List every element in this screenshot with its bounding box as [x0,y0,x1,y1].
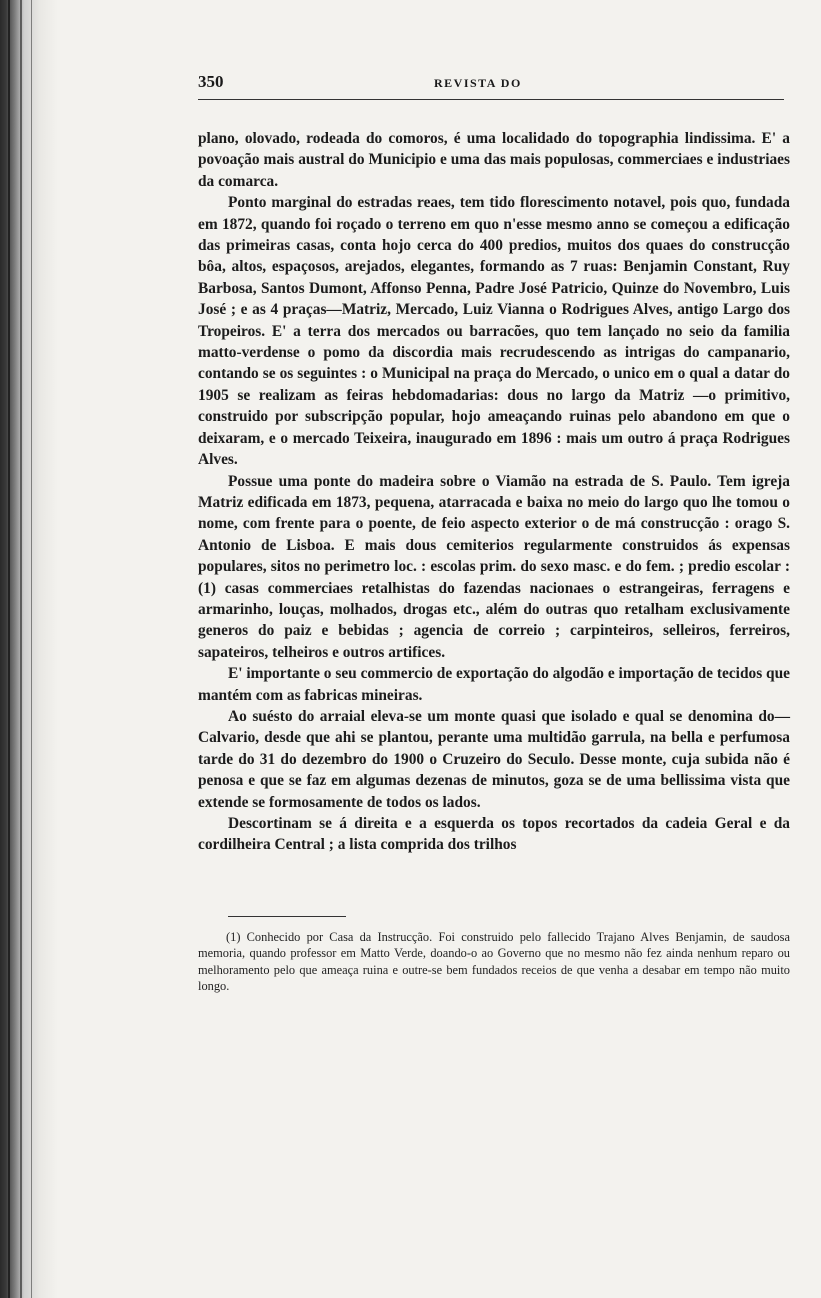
paragraph: Possue uma ponte do madeira sobre o Viamão na estrada de S. Paulo. Tem igreja Matriz edificada em 1873, pequena, atarracada e baixa no meio do largo quo lhe tomou o nome, com frente para o poente, de feio aspecto exterior o de má construcção : orago S. Antonio de Lisboa. E mais dous cemiterios regularmente construidos ás expensas populares, sitos no perimetro loc. : escolas prim. do sexo masc. e do fem. ; predio escolar : (1) casas commerciaes retalhistas do fazendas nacionaes o estrangeiras, ferragens e armarinho, louças, molhados, drogas etc., além do outras quo retalham exclusivamente generos do paiz e bebidas ; agencia de correio ; carpinteiros, selleiros, ferreiros, sapateiros, telheiros e outros artifices. [198,472,790,661]
body-text [198,128,790,856]
running-title: REVISTA DO [434,76,522,90]
header-rule [198,99,784,100]
footnote: (1) Conhecido por Casa da Instrucção. Foi construido pelo fallecido Trajano Alves Benjamin, de saudosa memoria, quando professor em Matto Verde, doando-o ao Governo que no mesmo não fez ainda nenhum reparo ou melhoramento pelo que ameaça ruina e outre-se bem fundados receios de que venha a desabar em tempo não muito longo. [198,929,790,994]
gutter-edge-line [31,0,32,1298]
footnote-rule [228,916,346,917]
paragraph: Descortinam se á direita e a esquerda os topos recortados da cadeia Geral e da cordilheira Central ; a lista comprida dos trilhos [198,815,790,854]
page-number: 350 [198,72,224,91]
paragraph: Ao suésto do arraial eleva-se um monte quasi que isolado e qual se denomina do—Calvario, desde que ahi se plantou, perante uma multidão garrula, na bella e perfumosa tarde do 31 do dezembro do 1900 o Cruzeiro do Seculo. Desse monte, cuja subida não é penosa e que se faz em algumas dezenas de minutos, goza se de uma bellissima vista que extende se formosamente de todos os lados. [198,707,790,811]
gutter-edge-line [20,0,22,1298]
document-page [198,72,790,1007]
paragraph: Ponto marginal do estradas reaes, tem tido florescimento notavel, pois quo, fundada em 1872, quando foi roçado o terreno em quo n'esse mesmo anno se começou a edificação das primeiras casas, conta hojo cerca do 400 predios, muitos dos quaes do construcção bôa, altos, espaçosos, arejados, elegantes, formando as 7 ruas: Benjamin Constant, Ruy Barbosa, Santos Dumont, Affonso Penna, Padre José Patricio, Quinze do Novembro, Luis José ; e as 4 praças—Matriz, Mercado, Luiz Vianna o Rodrigues Alves, antigo Largo dos Tropeiros. E' a terra dos mercados ou barracões, quo tem lançado no seio da familia matto-verdense o pomo da discordia mais recrudescendo as intrigas do campanario, contando se os seguintes : o Municipal na praça do Mercado, o unico em o qual a datar do 1905 se realizam as feiras hebdomadarias: dous no largo da Matriz —o primitivo, construido por subscripção popular, hojo ameaçando ruinas pelo abandono em que o deixaram, e o mercado Teixeira, inaugurado em 1896 : mais um outro á praça Rodrigues Alves. [198,194,790,469]
gutter-edge-line [8,0,10,1298]
paragraph: E' importante o seu commercio de exportação do algodão e importação de tecidos que mantém com as fabricas mineiras. [198,665,790,704]
paragraph: plano, olovado, rodeada do comoros, é uma localidado do topographia lindissima. E' a povoação mais austral do Municipio e uma das mais populosas, commerciaes e industriaes da comarca. [198,130,790,190]
page-header [198,72,790,94]
